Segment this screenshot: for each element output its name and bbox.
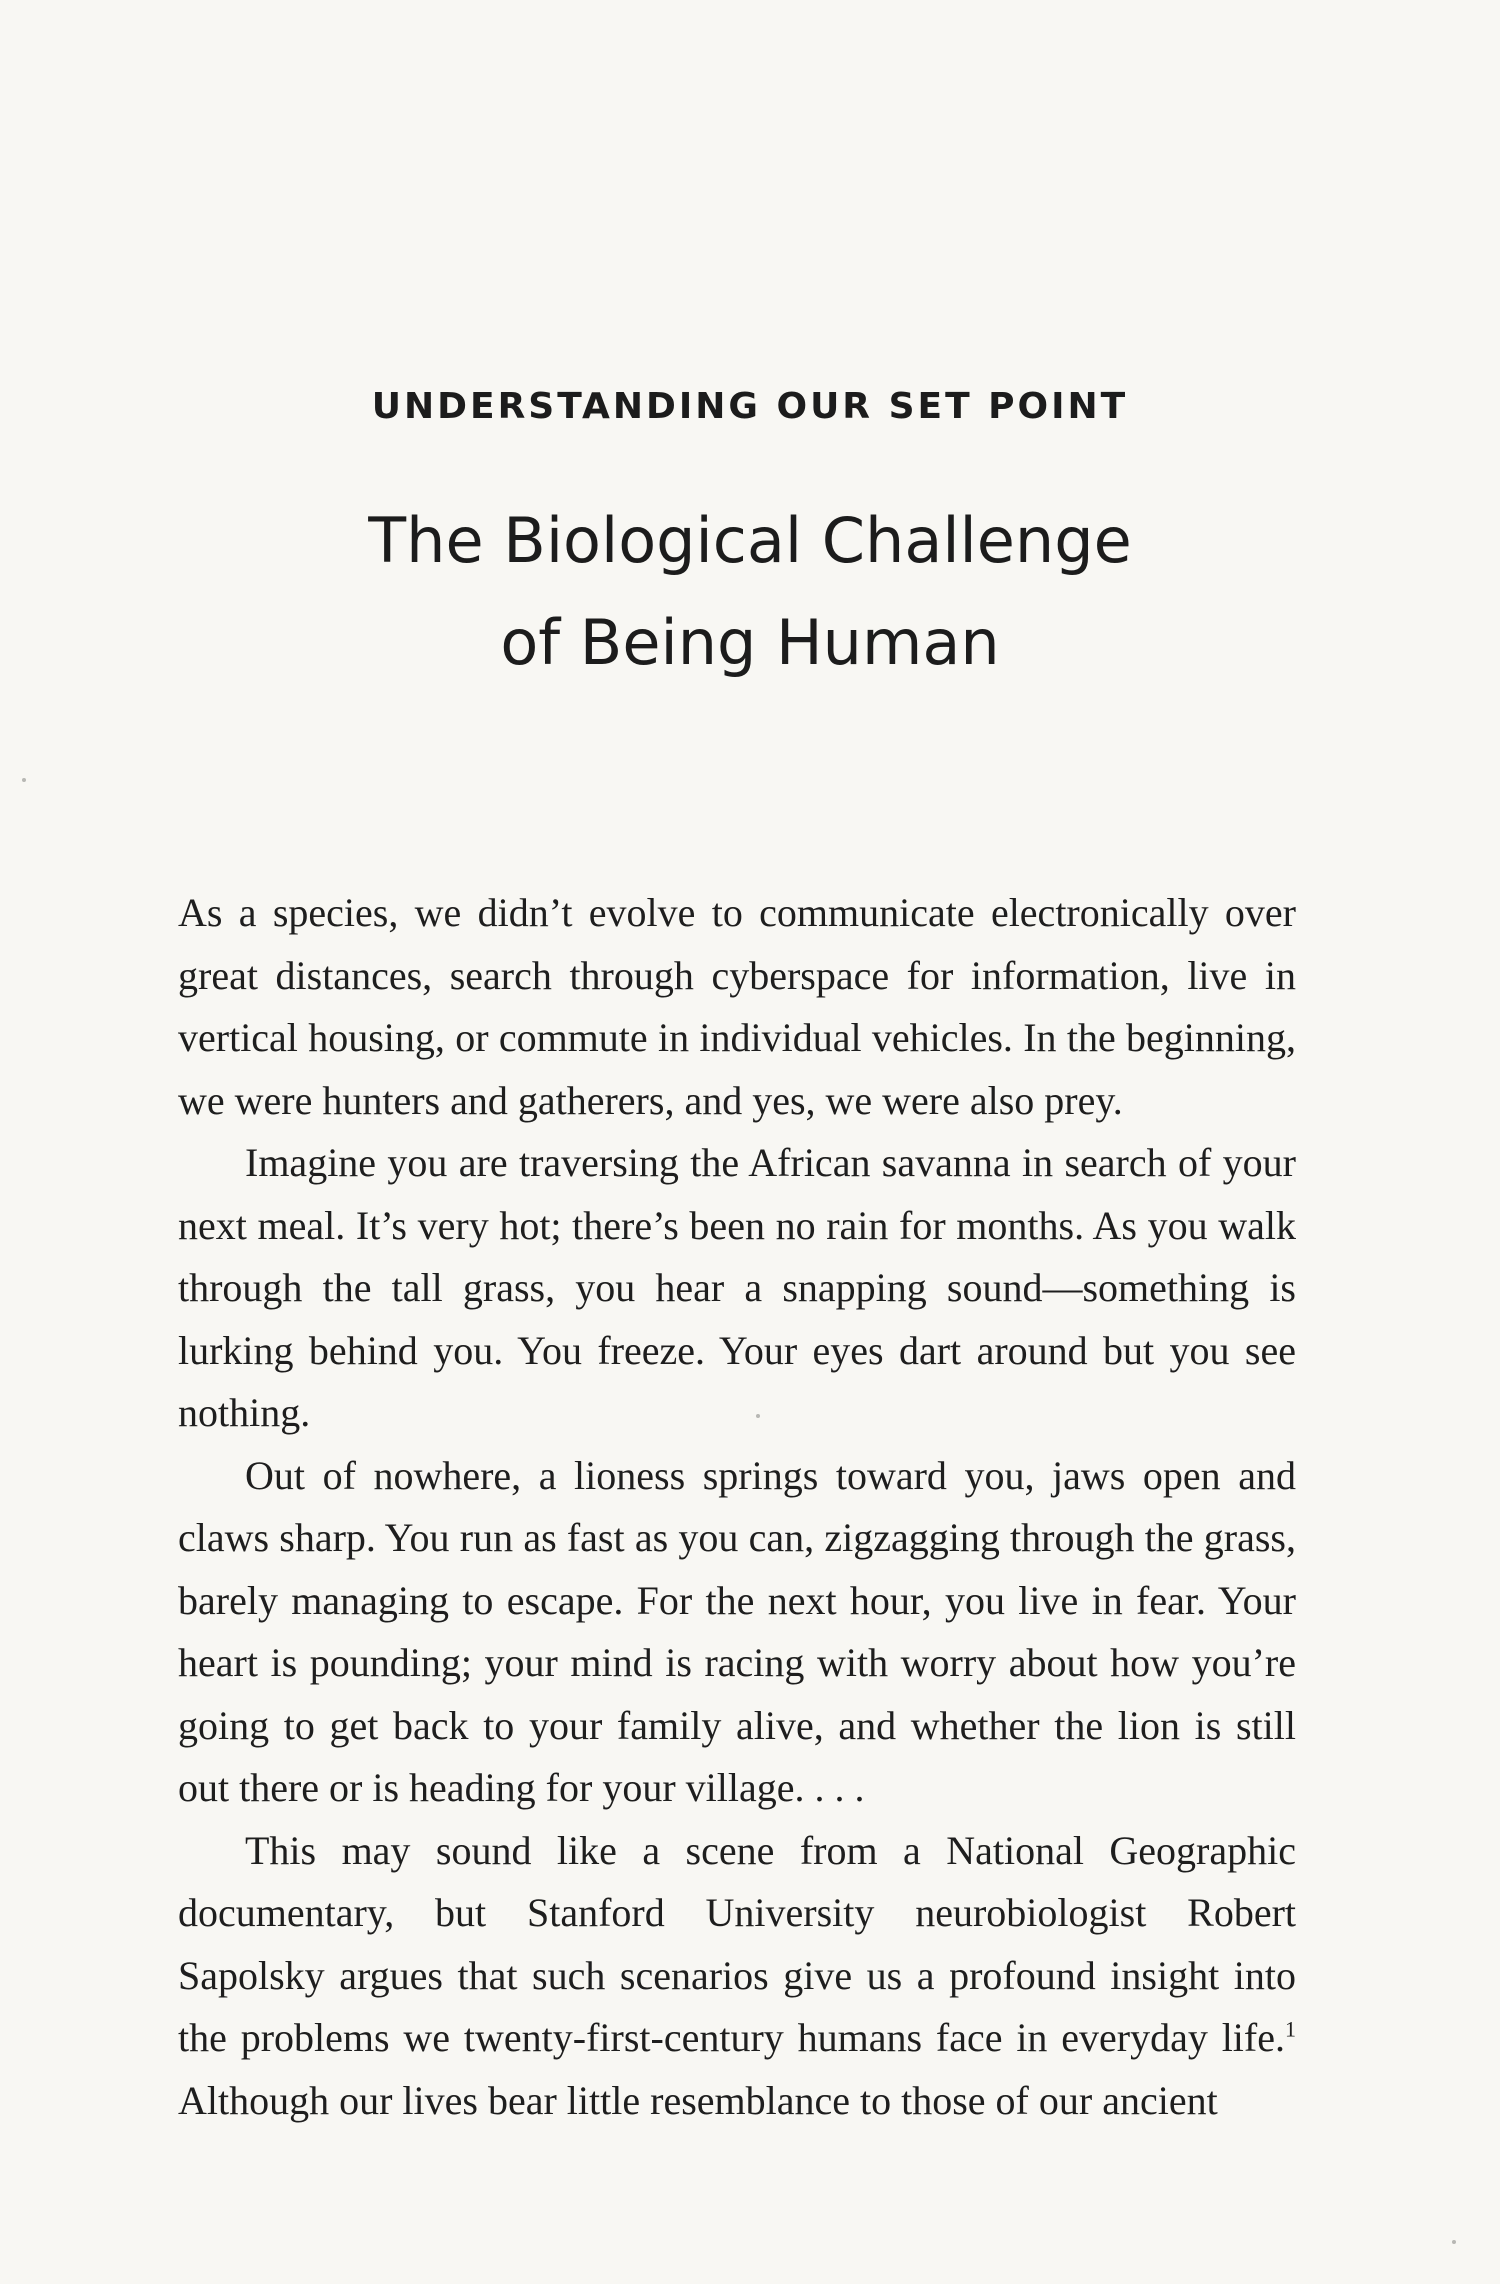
paragraph-4 [178,1820,1296,2133]
paragraph-4-text-b: Although our lives bear little resemblance to those of our ancient [178,2077,1218,2123]
scan-speck [22,778,26,782]
paragraph-2: Imagine you are traversing the African savanna in search of your next meal. It’s very hot; there’s been no rain for months. As you walk through the tall grass, you hear a snapping sound—something is lurking behind you. You freeze. Your eyes dart around but you see nothing. [178,1140,1296,1435]
scan-speck [1452,2240,1456,2244]
paragraph-3: Out of nowhere, a lioness springs toward you, jaws open and claws sharp. You run as fast as you can, zigzagging through the grass, barely managing to escape. For the next hour, you live in fear. Your heart is pounding; your mind is racing with worry about how you’re going to get back to your family alive, and whether the lion is still out there or is heading for your village. . . . [178,1452,1296,1810]
body-text [178,882,1296,2132]
section-kicker: UNDERSTANDING OUR SET POINT [371,386,1129,427]
paragraph-4-text-a: This may sound like a scene from a National Geographic documentary, but Stanford University neurobiologist Robert Sapolsky argues that such scenarios give us a profound insight into the problems we twenty-first-century humans face in everyday life. [178,1827,1296,2060]
chapter-title-line-2: of Being Human [500,606,1000,679]
scan-speck [756,1414,760,1418]
chapter-title-line-1: The Biological Challenge [368,504,1132,577]
paragraph-1: As a species, we didn’t evolve to communicate electronically over great distances, search through cyberspace for information, live in vertical housing, or commute in individual vehicles. In the beginning, we were hunters and gatherers, and yes, we were also prey. [178,890,1296,1123]
footnote-marker: 1 [1285,2016,1296,2042]
chapter-title [0,490,1500,694]
